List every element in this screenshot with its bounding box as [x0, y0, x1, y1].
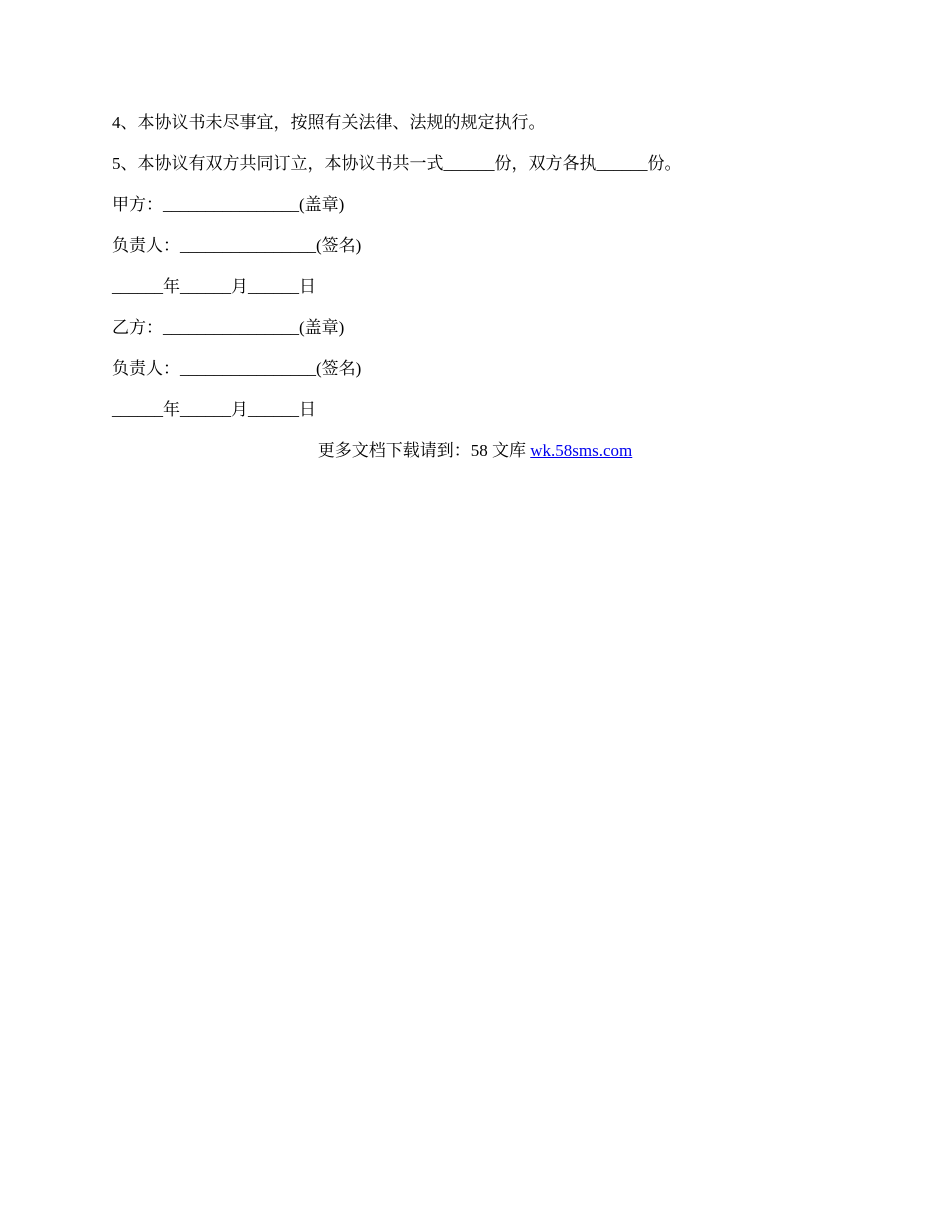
party-a-name-line: 甲方：________________(盖章) [112, 195, 345, 214]
party-a-date-line: ______年______月______日 [112, 277, 316, 296]
download-footer [0, 439, 950, 463]
footer-link[interactable]: wk.58sms.com [530, 441, 633, 460]
party-b-name-line: 乙方：________________(盖章) [112, 318, 345, 337]
document-body [112, 111, 838, 480]
clause-4: 4、本协议书未尽事宜，按照有关法律、法规的规定执行。 [112, 113, 546, 132]
party-a-representative-line: 负责人：________________(签名) [112, 236, 362, 255]
clause-5: 5、本协议有双方共同订立，本协议书共一式______份，双方各执______份。 [112, 154, 682, 173]
party-b-representative-line: 负责人：________________(签名) [112, 359, 362, 378]
footer-prefix: 更多文档下载请到：58 文库 [317, 441, 531, 460]
party-b-date-line: ______年______月______日 [112, 400, 316, 419]
